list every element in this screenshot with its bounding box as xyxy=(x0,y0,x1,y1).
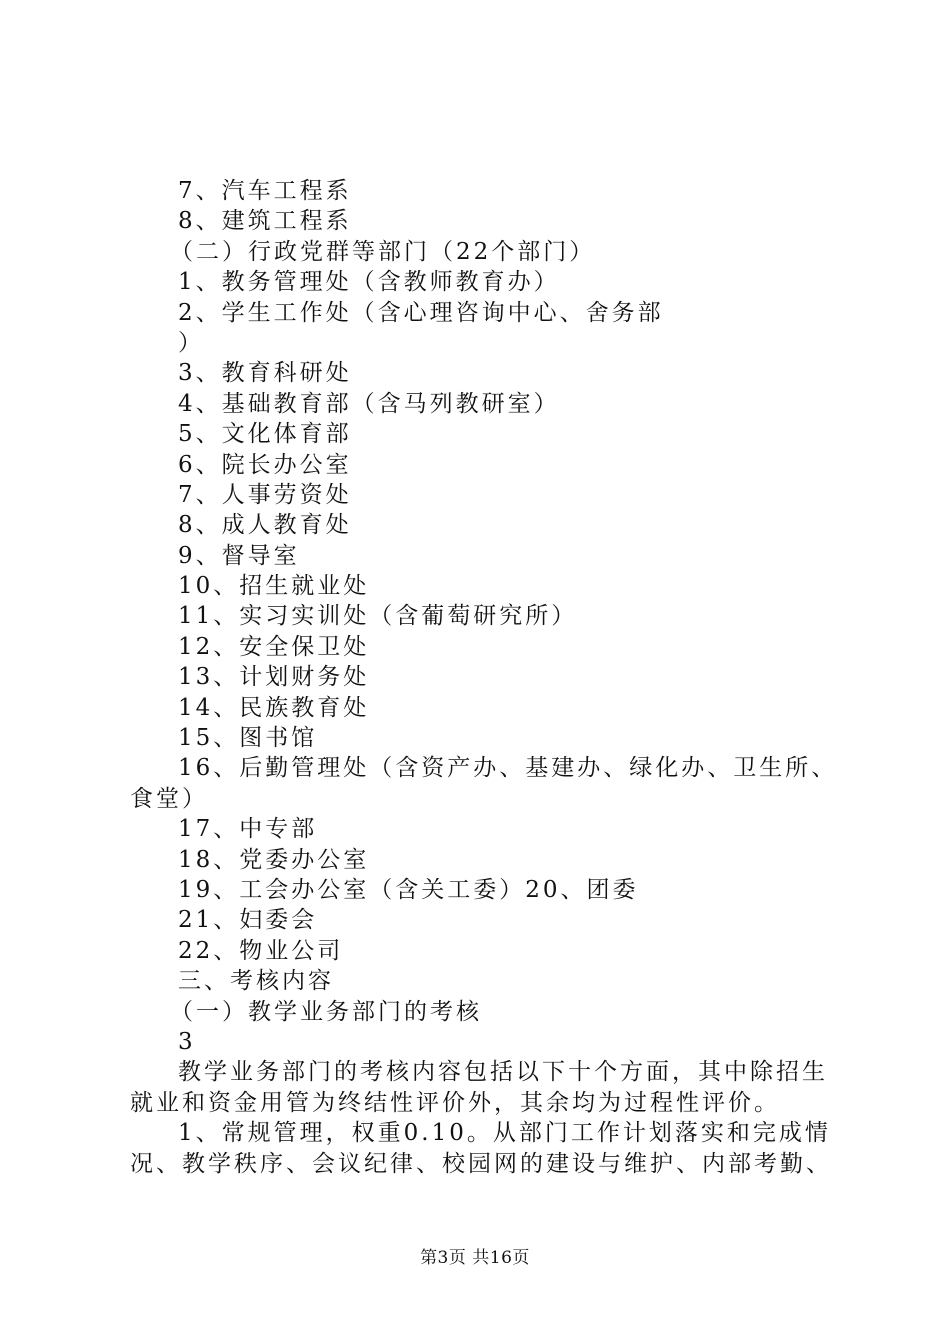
text-line: （二）行政党群等部门（22个部门） xyxy=(170,238,596,265)
text-line: 22、物业公司 xyxy=(178,937,344,964)
text-line: 15、图书馆 xyxy=(178,725,318,752)
text-line: 13、计划财务处 xyxy=(178,664,370,691)
text-line: 7、汽车工程系 xyxy=(178,178,352,204)
text-line: 19、工会办公室（含关工委）20、团委 xyxy=(178,876,639,903)
text-line: 17、中专部 xyxy=(178,816,318,843)
text-line: 11、实习实训处（含葡萄研究所） xyxy=(178,603,578,630)
text-line: 食堂） xyxy=(130,785,208,812)
text-line: 1、常规管理，权重0.10。从部门工作计划落实和完成情 xyxy=(178,1120,831,1147)
text-line: 2、学生工作处（含心理咨询中心、舍务部 xyxy=(178,299,664,326)
text-line: 18、党委办公室 xyxy=(178,846,370,873)
text-line: 5、文化体育部 xyxy=(178,421,352,448)
text-line: 7、人事劳资处 xyxy=(178,481,352,508)
text-line: 8、建筑工程系 xyxy=(178,208,352,235)
text-line: 21、妇委会 xyxy=(178,907,318,934)
text-line: 8、成人教育处 xyxy=(178,512,352,539)
text-line: 况、教学秩序、会议纪律、校园网的建设与维护、内部考勤、 xyxy=(130,1150,832,1177)
text-line: （一）教学业务部门的考核 xyxy=(170,998,482,1025)
page-footer: 第3页 共16页 xyxy=(420,1248,530,1268)
text-line: 4、基础教育部（含马列教研室） xyxy=(178,390,560,417)
text-line: 就业和资金用管为终结性评价外，其余均为过程性评价。 xyxy=(130,1089,780,1116)
text-line: 教学业务部门的考核内容包括以下十个方面，其中除招生 xyxy=(178,1059,828,1086)
text-line: 1、教务管理处（含教师教育办） xyxy=(178,269,560,296)
text-line: 3 xyxy=(178,1028,196,1055)
text-line: 12、安全保卫处 xyxy=(178,633,370,660)
text-line: ） xyxy=(178,329,204,356)
text-line: 三、考核内容 xyxy=(178,968,334,995)
document-body xyxy=(130,176,838,1179)
text-line: 3、教育科研处 xyxy=(178,360,352,387)
text-line: 6、院长办公室 xyxy=(178,451,352,478)
text-line: 9、督导室 xyxy=(178,542,300,569)
text-line: 16、后勤管理处（含资产办、基建办、绿化办、卫生所、 xyxy=(178,755,838,782)
text-line: 14、民族教育处 xyxy=(178,694,370,721)
text-line: 10、招生就业处 xyxy=(178,573,370,600)
